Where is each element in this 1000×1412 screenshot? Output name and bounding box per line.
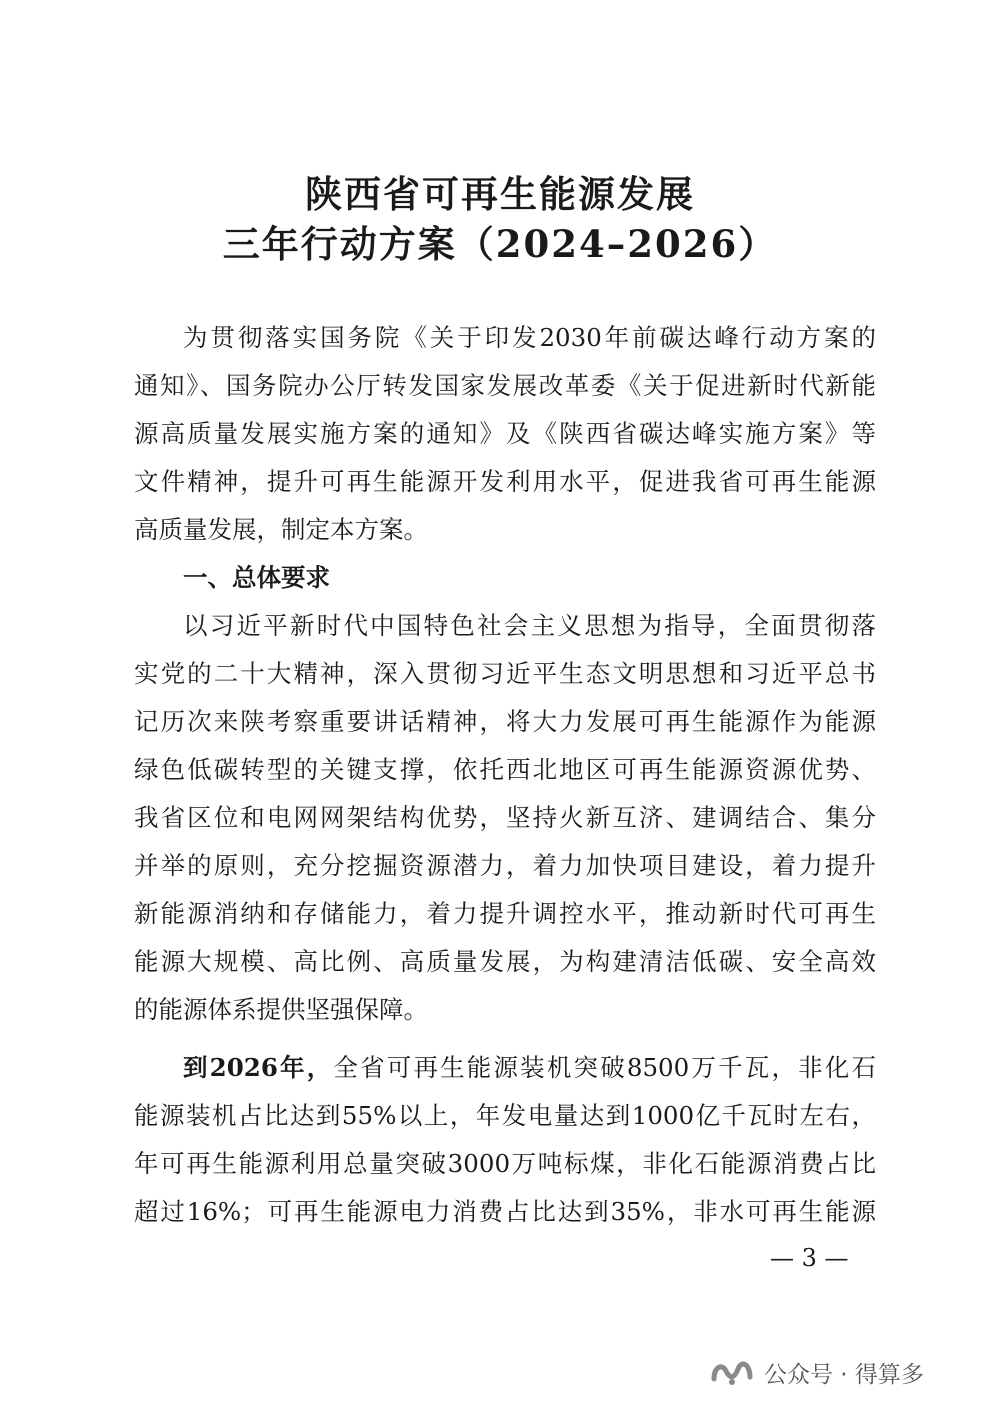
target-line: 年可再生能源利用总量突破3000万吨标煤，非化石能源消费占比	[134, 1149, 876, 1178]
section-body-line: 绿色低碳转型的关键支撑，依托西北地区可再生能源资源优势、	[134, 755, 876, 784]
section-body-line: 以习近平新时代中国特色社会主义思想为指导，全面贯彻落	[183, 611, 876, 640]
page-number: — 3 —	[770, 1244, 849, 1272]
section-body-line: 并举的原则，充分挖掘资源潜力，着力加快项目建设，着力提升	[134, 851, 876, 880]
section-heading: 一、总体要求	[183, 563, 330, 592]
intro-line: 源高质量发展实施方案的通知》及《陕西省碳达峰实施方案》等	[134, 419, 876, 448]
watermark	[710, 1352, 924, 1392]
intro-line: 为贯彻落实国务院《关于印发2030年前碳达峰行动方案的	[183, 323, 876, 352]
target-year-lead: 到2026年，	[183, 1053, 334, 1082]
section-body-line: 能源大规模、高比例、高质量发展，为构建清洁低碳、安全高效	[134, 947, 876, 976]
intro-line: 文件精神，提升可再生能源开发利用水平，促进我省可再生能源	[134, 467, 876, 496]
section-body-line: 记历次来陕考察重要讲话精神，将大力发展可再生能源作为能源	[134, 707, 876, 736]
target-first-rest: 全省可再生能源装机突破8500万千瓦，非化石	[333, 1053, 876, 1082]
intro-line: 通知》、国务院办公厅转发国家发展改革委《关于促进新时代新能	[134, 371, 876, 400]
target-line-first	[183, 1050, 876, 1086]
intro-line: 高质量发展，制定本方案。	[134, 515, 428, 544]
target-line: 能源装机占比达到55%以上，年发电量达到1000亿千瓦时左右，	[134, 1101, 876, 1130]
watermark-text: 公众号 · 得算多	[764, 1361, 924, 1388]
wechat-channel-icon	[710, 1355, 754, 1389]
document-title-line-2: 三年行动方案（2024–2026）	[222, 222, 778, 266]
section-body-line: 我省区位和电网网架结构优势，坚持火新互济、建调结合、集分	[134, 803, 876, 832]
section-body-line: 的能源体系提供坚强保障。	[134, 995, 428, 1024]
document-title-line-1: 陕西省可再生能源发展	[305, 172, 695, 216]
section-body-line: 实党的二十大精神，深入贯彻习近平生态文明思想和习近平总书	[134, 659, 876, 688]
target-line: 超过16%；可再生能源电力消费占比达到35%，非水可再生能源	[134, 1197, 876, 1226]
section-body-line: 新能源消纳和存储能力，着力提升调控水平，推动新时代可再生	[134, 899, 876, 928]
